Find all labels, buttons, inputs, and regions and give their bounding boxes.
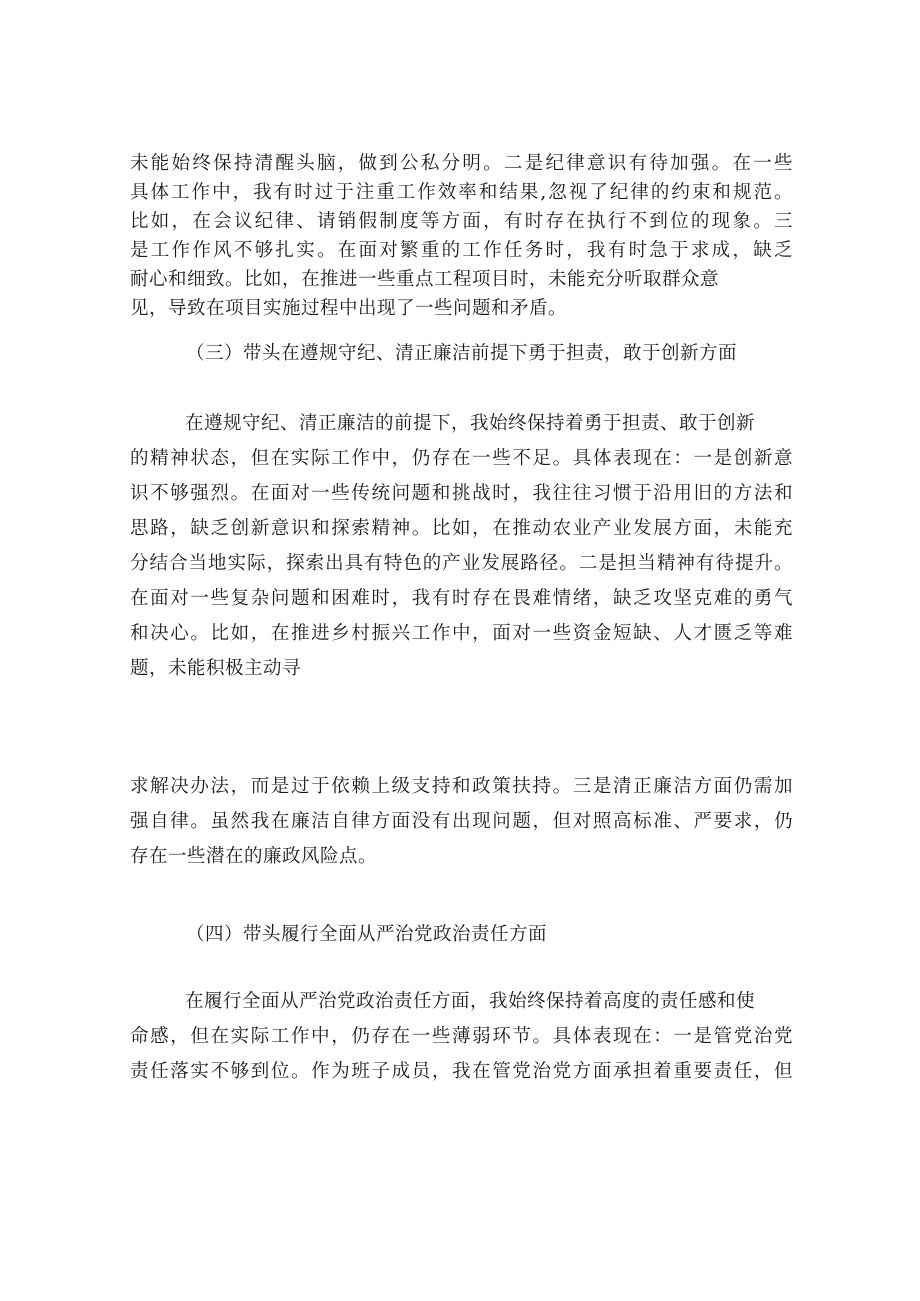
text-line: 责任落实不够到位。作为班子成员，我在管党治党方面承担着重要责任，但 bbox=[130, 1061, 793, 1082]
text-line: 在面对一些复杂问题和困难时，我有时存在畏难情绪，缺乏攻坚克难的勇气 bbox=[130, 588, 793, 609]
text-line: 比如，在会议纪律、请销假制度等方面，有时存在执行不到位的现象。三 bbox=[130, 211, 793, 232]
text-line: 命感，但在实际工作中，仍存在一些薄弱环节。具体表现在：一是管党治党 bbox=[130, 1026, 793, 1047]
text-line: 在遵规守纪、清正廉洁的前提下，我始终保持着勇于担责、敢于创新 bbox=[185, 413, 756, 434]
paragraph-party-governance bbox=[130, 984, 793, 1089]
text-line: 求解决办法，而是过于依赖上级支持和政策扶持。三是清正廉洁方面仍需加 bbox=[130, 776, 793, 797]
text-line: 未能始终保持清醒头脑，做到公私分明。二是纪律意识有待加强。在一些 bbox=[130, 153, 793, 174]
paragraph-integrity bbox=[130, 769, 793, 874]
text-line: 具体工作中，我有时过于注重工作效率和结果,忽视了纪律的约束和规范。 bbox=[130, 182, 793, 203]
paragraph-innovation bbox=[130, 406, 793, 686]
paragraph-continuation bbox=[130, 149, 793, 323]
text-line: 和决心。比如，在推进乡村振兴工作中，面对一些资金短缺、人才匮乏等难 bbox=[130, 623, 793, 644]
text-line: 强自律。虽然我在廉洁自律方面没有出现问题，但对照高标准、严要求，仍 bbox=[130, 811, 793, 832]
text-line: 见，导致在项目实施过程中出现了一些问题和矛盾。 bbox=[130, 298, 568, 319]
section-heading-3: （三）带头在遵规守纪、清正廉洁前提下勇于担责，敢于创新方面 bbox=[186, 343, 738, 364]
text-line: 存在一些潜在的廉政风险点。 bbox=[130, 846, 378, 867]
text-line: 耐心和细致。比如，在推进一些重点工程项目时，未能充分听取群众意 bbox=[130, 269, 720, 290]
section-heading-4: （四）带头履行全面从严治党政治责任方面 bbox=[186, 924, 548, 945]
text-line: 的精神状态，但在实际工作中，仍存在一些不足。具体表现在：一是创新意 bbox=[130, 448, 793, 469]
text-line: 思路，缺乏创新意识和探索精神。比如，在推动农业产业发展方面，未能充 bbox=[130, 518, 793, 539]
text-line: 是工作作风不够扎实。在面对繁重的工作任务时，我有时急于求成，缺乏 bbox=[130, 240, 793, 261]
text-line: 识不够强烈。在面对一些传统问题和挑战时，我往往习惯于沿用旧的方法和 bbox=[130, 483, 793, 504]
text-line: 题，未能积极主动寻 bbox=[130, 658, 302, 679]
text-line: 在履行全面从严治党政治责任方面，我始终保持着高度的责任感和使 bbox=[185, 991, 756, 1012]
text-line: 分结合当地实际，探索出具有特色的产业发展路径。二是担当精神有待提升。 bbox=[130, 553, 793, 574]
